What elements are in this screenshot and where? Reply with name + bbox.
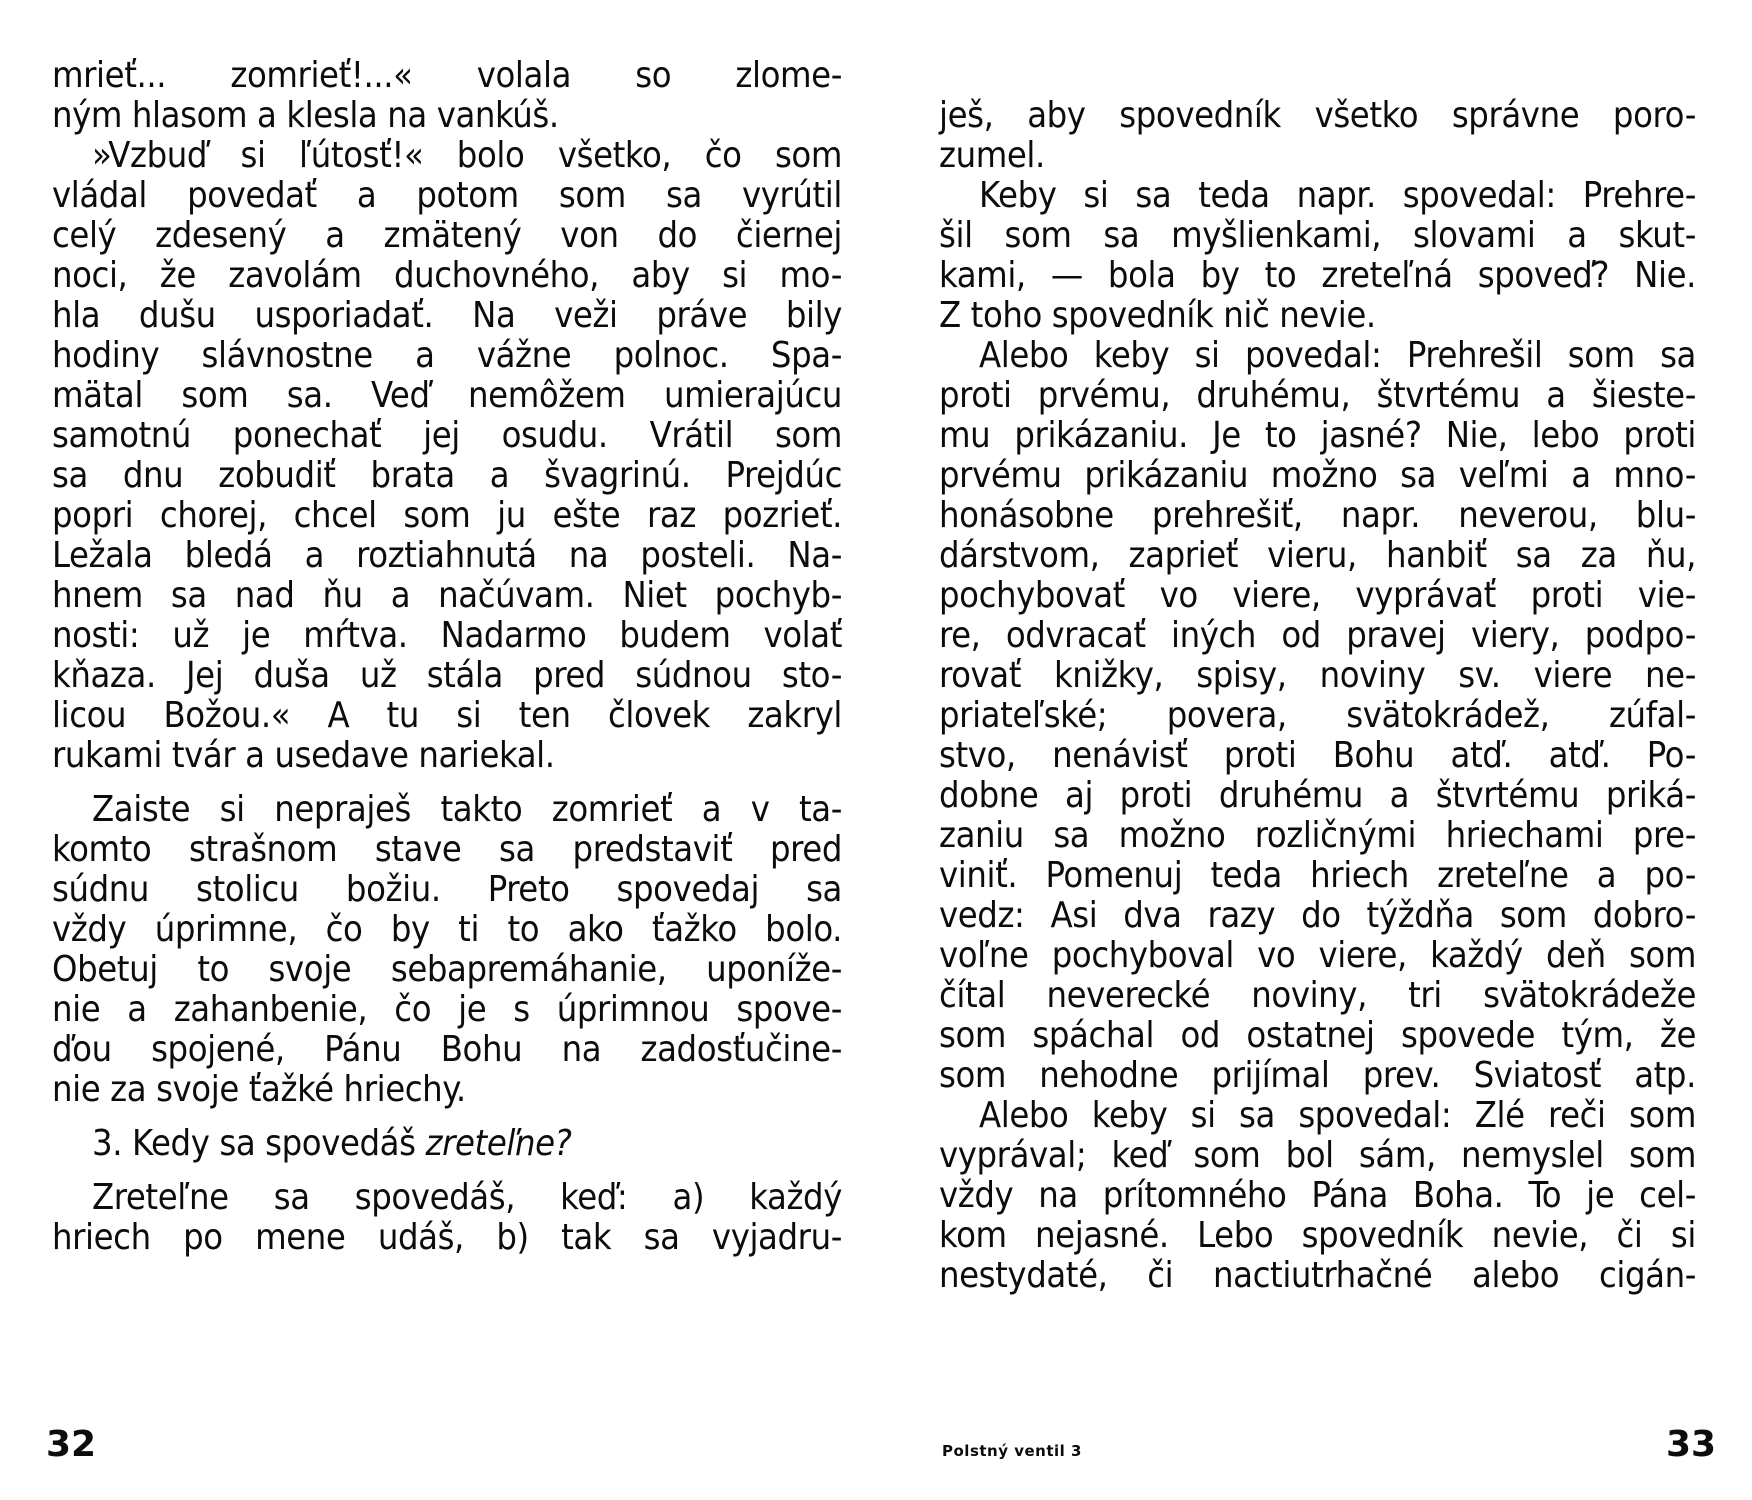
text-line: hriech po mene udáš, b) tak sa vyjadru- bbox=[52, 1217, 842, 1258]
text-line: Zaiste si nepraješ takto zomrieť a v ta- bbox=[92, 789, 842, 830]
text-line: voľne pochyboval vo viere, každý deň som bbox=[939, 935, 1696, 976]
text-line: sa dnu zobudiť brata a švagrinú. Prejdúc bbox=[52, 455, 842, 496]
text-line: stvo, nenávisť proti Bohu atď. atď. Po- bbox=[939, 735, 1696, 776]
text-line: Z toho spovedník nič nevie. bbox=[939, 295, 1376, 336]
text-line: Alebo keby si povedal: Prehrešil som sa bbox=[979, 335, 1696, 376]
text-line: Obetuj to svoje sebapremáhanie, uponíže- bbox=[52, 949, 842, 990]
text-line: mu prikázaniu. Je to jasné? Nie, lebo proti bbox=[939, 415, 1696, 456]
page-number: 32 bbox=[46, 1424, 97, 1465]
printer-signature: Polstný ventil 3 bbox=[942, 1442, 1082, 1460]
text-line: re, odvracať iných od pravej viery, podpo- bbox=[939, 615, 1696, 656]
text-line: hnem sa nad ňu a načúvam. Niet pochyb- bbox=[52, 575, 842, 616]
text-line: mrieť... zomrieť!...« volala so zlome- bbox=[52, 55, 842, 96]
text-line: ďou spojené, Pánu Bohu na zadosťučine- bbox=[52, 1029, 842, 1070]
text-line: dobne aj proti druhému a štvrtému priká- bbox=[939, 775, 1696, 816]
left-page-text bbox=[52, 56, 842, 1258]
right-page-text bbox=[939, 96, 1696, 1296]
text-line: mätal som sa. Veď nemôžem umierajúcu bbox=[52, 375, 842, 416]
text-line: noci, že zavolám duchovného, aby si mo- bbox=[52, 255, 842, 296]
section-heading-emphasis: zreteľne? bbox=[425, 1123, 572, 1164]
text-line: nie a zahanbenie, čo je s úprimnou spove- bbox=[52, 989, 842, 1030]
text-line: dárstvom, zaprieť vieru, hanbiť sa za ňu, bbox=[939, 535, 1696, 576]
text-line: nestydaté, či nactiutrhačné alebo cigán- bbox=[939, 1255, 1696, 1296]
text-line: proti prvému, druhému, štvrtému a šieste- bbox=[939, 375, 1696, 416]
text-line: samotnú ponechať jej osudu. Vrátil som bbox=[52, 415, 842, 456]
text-line: komto strašnom stave sa predstaviť pred bbox=[52, 829, 842, 870]
text-line: zumel. bbox=[939, 135, 1045, 176]
text-line: pochybovať vo viere, vyprávať proti vie- bbox=[939, 575, 1696, 616]
text-line: som nehodne prijímal prev. Sviatosť atp. bbox=[939, 1055, 1696, 1096]
text-line: kom nejasné. Lebo spovedník nevie, či si bbox=[939, 1215, 1696, 1256]
text-line: čítal neverecké noviny, tri svätokrádeže bbox=[939, 975, 1696, 1016]
text-line: nie za svoje ťažké hriechy. bbox=[52, 1069, 466, 1110]
text-line: viniť. Pomenuj teda hriech zreteľne a po- bbox=[939, 855, 1696, 896]
text-line: hla dušu usporiadať. Na veži práve bily bbox=[52, 295, 842, 336]
text-line: šil som sa myšlienkami, slovami a skut- bbox=[939, 215, 1696, 256]
text-line: Zreteľne sa spovedáš, keď: a) každý bbox=[92, 1177, 842, 1218]
text-line: vedz: Asi dva razy do týždňa som dobro- bbox=[939, 895, 1696, 936]
text-line: celý zdesený a zmätený von do čiernej bbox=[52, 215, 842, 256]
text-line: vždy na prítomného Pána Boha. To je cel- bbox=[939, 1175, 1696, 1216]
text-line: kami, — bola by to zreteľná spoveď? Nie. bbox=[939, 255, 1696, 296]
text-line: rovať knižky, spisy, noviny sv. viere ne- bbox=[939, 655, 1696, 696]
text-line: priateľské; povera, svätokrádež, zúfal- bbox=[939, 695, 1696, 736]
text-line: vždy úprimne, čo by ti to ako ťažko bolo. bbox=[52, 909, 842, 950]
right-page bbox=[876, 0, 1752, 1500]
text-line: Keby si sa teda napr. spovedal: Prehre- bbox=[979, 175, 1696, 216]
text-line: rukami tvár a usedave nariekal. bbox=[52, 735, 555, 776]
section-heading-text: 3. Kedy sa spovedáš bbox=[92, 1123, 426, 1164]
text-line: Ležala bledá a roztiahnutá na posteli. Na- bbox=[52, 535, 842, 576]
text-line: ným hlasom a klesla na vankúš. bbox=[52, 95, 559, 136]
text-line: zaniu sa možno rozličnými hriechami pre- bbox=[939, 815, 1696, 856]
text-line: vládal povedať a potom som sa vyrútil bbox=[52, 175, 842, 216]
text-line: súdnu stolicu božiu. Preto spovedaj sa bbox=[52, 869, 842, 910]
text-line: prvému prikázaniu možno sa veľmi a mno- bbox=[939, 455, 1696, 496]
text-line: kňaza. Jej duša už stála pred súdnou sto- bbox=[52, 655, 842, 696]
text-line: licou Božou.« A tu si ten človek zakryl bbox=[52, 695, 842, 736]
text-line: »Vzbuď si ľútosť!« bolo všetko, čo som bbox=[92, 135, 842, 176]
text-line: nosti: už je mŕtva. Nadarmo budem volať bbox=[52, 615, 842, 656]
text-line: honásobne prehrešiť, napr. neverou, blu- bbox=[939, 495, 1696, 536]
page-number: 33 bbox=[1666, 1424, 1717, 1465]
text-line: hodiny slávnostne a vážne polnoc. Spa- bbox=[52, 335, 842, 376]
text-line: popri chorej, chcel som ju ešte raz pozrieť. bbox=[52, 495, 842, 536]
section-heading bbox=[52, 1124, 842, 1164]
text-line: ješ, aby spovedník všetko správne poro- bbox=[939, 95, 1696, 136]
text-line: vyprával; keď som bol sám, nemyslel som bbox=[939, 1135, 1696, 1176]
text-line: Alebo keby si sa spovedal: Zlé reči som bbox=[979, 1095, 1696, 1136]
text-line: som spáchal od ostatnej spovede tým, že bbox=[939, 1015, 1696, 1056]
